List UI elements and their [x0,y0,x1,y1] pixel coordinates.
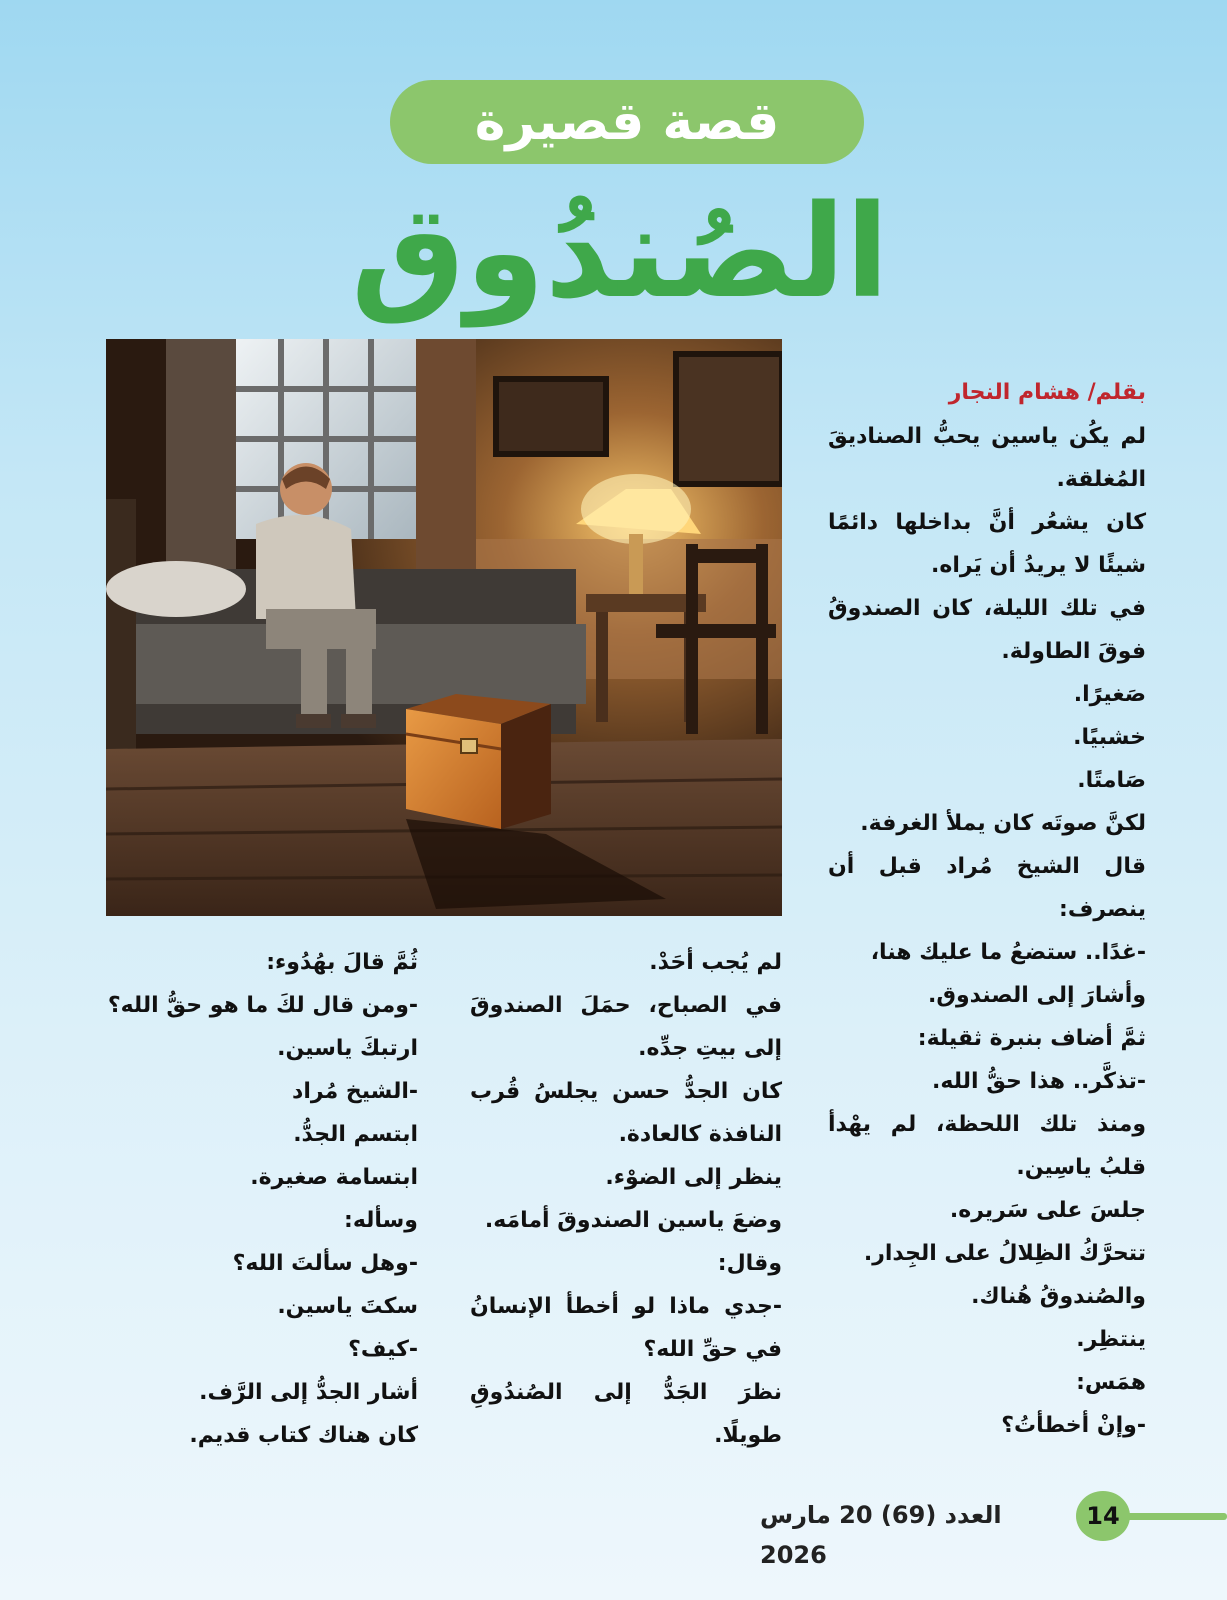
paragraph: -وهل سألتَ الله؟ [232,1251,418,1276]
paragraph: -غدًا.. ستضعُ ما عليك هنا، [870,940,1146,965]
paragraph: والصُندوقُ هُناك. [971,1284,1146,1309]
paragraph: -الشيخ مُراد [292,1079,418,1104]
paragraph: وضعَ ياسين الصندوقَ أمامَه. [484,1208,782,1233]
paragraph: لم يكُن ياسين يحبُّ الصناديقَ المُغلقة. [828,424,1146,492]
paragraph: ومنذ تلك اللحظة، لم يهْدأ قلبُ ياسِين. [828,1112,1146,1180]
paragraph: -جدي ماذا لو أخطأ الإنسانُ في حقِّ الله؟ [470,1294,782,1362]
paragraph: في الصباح، حمَلَ الصندوقَ إلى بيتِ جدِّه. [470,993,782,1061]
paragraph: ينتظِر. [1076,1327,1146,1352]
text-column-left [106,941,418,1457]
section-label: قصة قصيرة [474,92,780,152]
paragraph: نظرَ الجَدُّ إلى الصُندُوقِ طويلًا. [470,1380,782,1448]
paragraph: لكنَّ صوتَه كان يملأ الغرفة. [860,811,1146,836]
text-column-middle [470,941,782,1457]
paragraph: كان هناك كتاب قديم. [189,1423,418,1448]
paragraph: كان الجدُّ حسن يجلسُ قُرب النافذة كالعادة. [470,1079,782,1147]
paragraph: في تلك الليلة، كان الصندوقُ فوقَ الطاولة. [828,596,1146,664]
story-illustration [106,339,782,916]
section-banner [390,80,864,164]
paragraph: -وإنْ أخطأتُ؟ [1001,1413,1146,1438]
paragraph: سكتَ ياسين. [277,1294,418,1319]
paragraph: ابتسم الجدُّ. [293,1122,418,1147]
paragraph: وقال: [717,1251,782,1276]
paragraph: وأشارَ إلى الصندوق. [927,983,1146,1008]
text-column-right [828,415,1146,1447]
paragraph: ارتبكَ ياسين. [277,1036,418,1061]
footer-accent-line [1124,1513,1227,1520]
paragraph: همَس: [1076,1370,1146,1395]
paragraph: لم يُجب أحَدْ. [649,950,782,975]
paragraph: ثُمَّ قالَ بهُدُوء: [266,950,418,975]
story-title: الصُندُوق [350,178,890,327]
paragraph: كان يشعُر أنَّ بداخلها دائمًا شيئًا لا يريدُ أن يَراه. [828,510,1146,578]
paragraph: ثمَّ أضاف بنبرة ثقيلة: [917,1026,1146,1051]
paragraph: جلسَ على سَريره. [949,1198,1146,1223]
paragraph: -كيف؟ [348,1337,418,1362]
paragraph: صَغيرًا. [1073,682,1146,707]
author-byline: بقلم/ هشام النجار [948,380,1146,405]
page-number: 14 [1076,1491,1130,1541]
paragraph: ابتسامة صغيرة. [250,1165,418,1190]
page-footer [0,1485,1227,1569]
paragraph: خشبيًا. [1073,725,1146,750]
issue-info: العدد (69) 20 مارس 2026 [760,1501,1002,1569]
paragraph: صَامتًا. [1077,768,1146,793]
paragraph: تتحرَّكُ الظِلالُ على الجِدار. [863,1241,1146,1266]
paragraph: أشار الجدُّ إلى الرَّف. [199,1380,418,1405]
paragraph: قال الشيخ مُراد قبل أن ينصرف: [828,854,1146,922]
paragraph: وسأله: [344,1208,418,1233]
paragraph: -ومن قال لكَ ما هو حقُّ الله؟ [107,993,418,1018]
paragraph: ينظر إلى الضوْء. [605,1165,782,1190]
paragraph: -تذكَّر.. هذا حقُّ الله. [932,1069,1146,1094]
